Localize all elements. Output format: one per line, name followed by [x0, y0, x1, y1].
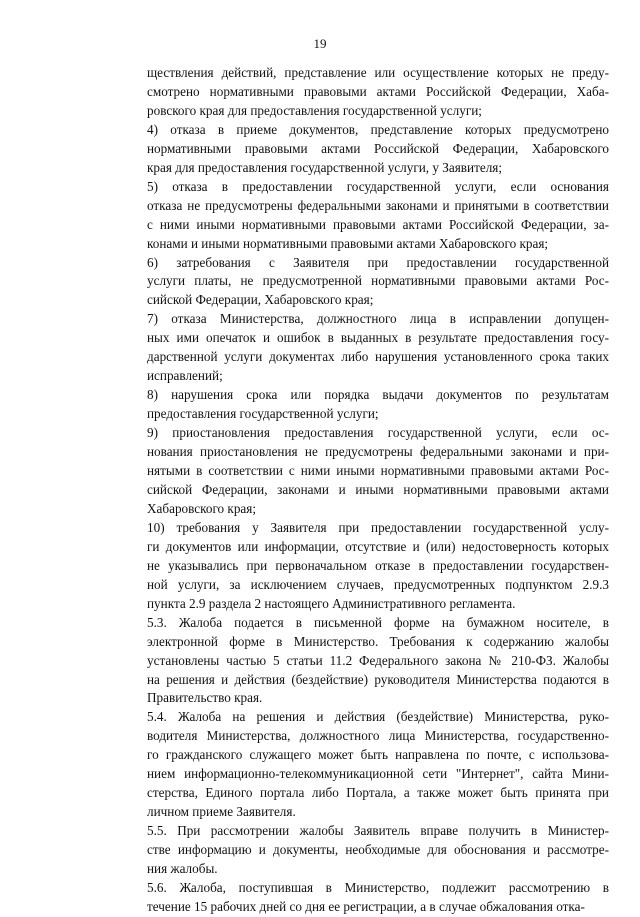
text-line: ги документов или информации, отсутствие и (или) недостоверность которых — [147, 538, 609, 554]
text-line: 8) нарушения срока или порядка выдачи документов по результатам — [147, 387, 609, 403]
paragraph-p8 — [103, 386, 609, 424]
paragraph-p55 — [103, 822, 609, 879]
text-line: стве информацию и документы, необходимые для обоснования и рассмотре- — [147, 842, 609, 858]
text-line: 5.6. Жалоба, поступившая в Министерство, подлежит рассмотрению в — [147, 879, 609, 895]
text-line: 5.5. При рассмотрении жалобы Заявитель вправе получить в Министер- — [147, 823, 609, 839]
text-line: ровского края для предоставления государственной услуги; — [147, 102, 482, 118]
text-line: Хабаровского края; — [147, 500, 257, 516]
text-line: течение 15 рабочих дней со дня ее регистрации, а в случае обжалования отка- — [147, 898, 585, 914]
text-line: ществления действий, представление или осуществление которых не преду- — [147, 65, 609, 80]
text-line: с ними иными нормативными правовыми актами Российской Федерации, за- — [147, 216, 609, 232]
paragraph-p4 — [103, 121, 609, 178]
paragraph-p10 — [103, 519, 609, 614]
text-line: 5.3. Жалоба подается в письменной форме на бумажном носителе, в — [147, 614, 609, 630]
text-line: ной услуги, за исключением случаев, предусмотренных подпунктом 2.9.3 — [147, 576, 609, 592]
text-line: 6) затребования с Заявителя при предоставлении государственной — [147, 254, 609, 270]
text-line: сийской Федерации, Хабаровского края; — [147, 292, 374, 308]
text-line: стерства, Единого портала либо Портала, а также может быть принята при — [147, 785, 609, 801]
text-line: нования приостановления не предусмотрены федеральными законами и при- — [147, 444, 609, 460]
text-line: сийской Федерации, законами и иными нормативными правовыми актами — [147, 481, 609, 497]
text-line: го гражданского служащего может быть направлена по почте, с использова- — [147, 747, 609, 763]
text-line: края для предоставления государственной услуги, у Заявителя; — [147, 159, 503, 175]
text-line: ния жалобы. — [147, 861, 218, 877]
text-line: исправлений; — [147, 368, 223, 384]
text-line: ных ими опечаток и ошибок в выданных в результате предоставления госу- — [147, 330, 609, 346]
text-line: 5) отказа в предоставлении государственной услуги, если основания — [147, 178, 609, 194]
text-line: пункта 2.9 раздела 2 настоящего Административного регламента. — [147, 595, 516, 611]
text-line: конами и иными нормативными правовыми актами Хабаровского края; — [147, 235, 549, 251]
paragraph-p6 — [103, 254, 609, 311]
paragraph-p53 — [103, 614, 609, 709]
text-line: установлены частью 5 статьи 11.2 Федерального закона № 210-ФЗ. Жалобы — [147, 652, 609, 668]
text-line: на решения и действия (бездействие) руководителя Министерства подаются в — [147, 671, 609, 687]
text-line: личном приеме Заявителя. — [147, 804, 296, 820]
text-line: 9) приостановления предоставления государственной услуги, если ос- — [147, 425, 609, 441]
text-line: предоставления государственной услуги; — [147, 406, 379, 422]
page-number: 19 — [313, 36, 327, 51]
text-line: 10) требования у Заявителя при предоставлении государственной услу- — [147, 519, 609, 535]
paragraph-p5 — [103, 178, 609, 254]
text-line: смотрено нормативными правовыми актами Российской Федерации, Хаба- — [147, 83, 609, 99]
text-line: 5.4. Жалоба на решения и действия (бездействие) Министерства, руко- — [147, 709, 609, 725]
text-line: не указывались при первоначальном отказе в предоставлении государствен- — [147, 557, 609, 573]
text-line: нием информационно-телекоммуникационной сети "Интернет", сайта Мини- — [147, 766, 609, 782]
text-line: отказа не предусмотрены федеральными законами и принятыми в соответствии — [147, 197, 609, 213]
text-line: услуги платы, не предусмотренной нормативными правовыми актами Рос- — [147, 273, 609, 289]
text-line: водителя Министерства, должностного лица Министерства, государственно- — [147, 728, 609, 744]
paragraph-p7 — [103, 310, 609, 386]
text-line: нормативными правовыми актами Российской Федерации, Хабаровского — [147, 140, 609, 156]
text-line: электронной форме в Министерство. Требования к содержанию жалобы — [147, 633, 609, 649]
document-body — [103, 64, 609, 917]
text-line: нятыми в соответствии с ними иными нормативными правовыми актами Рос- — [147, 463, 609, 479]
paragraph-p9 — [103, 424, 609, 519]
paragraph-p0 — [103, 64, 609, 121]
paragraph-p56 — [103, 879, 609, 917]
paragraph-p54 — [103, 708, 609, 822]
text-line: Правительство края. — [147, 690, 263, 706]
text-line: 7) отказа Министерства, должностного лица в исправлении допущен- — [147, 311, 609, 327]
text-line: 4) отказа в приеме документов, представление которых предусмотрено — [147, 121, 609, 137]
text-line: дарственной услуги документах либо нарушения установленного срока таких — [147, 349, 609, 365]
